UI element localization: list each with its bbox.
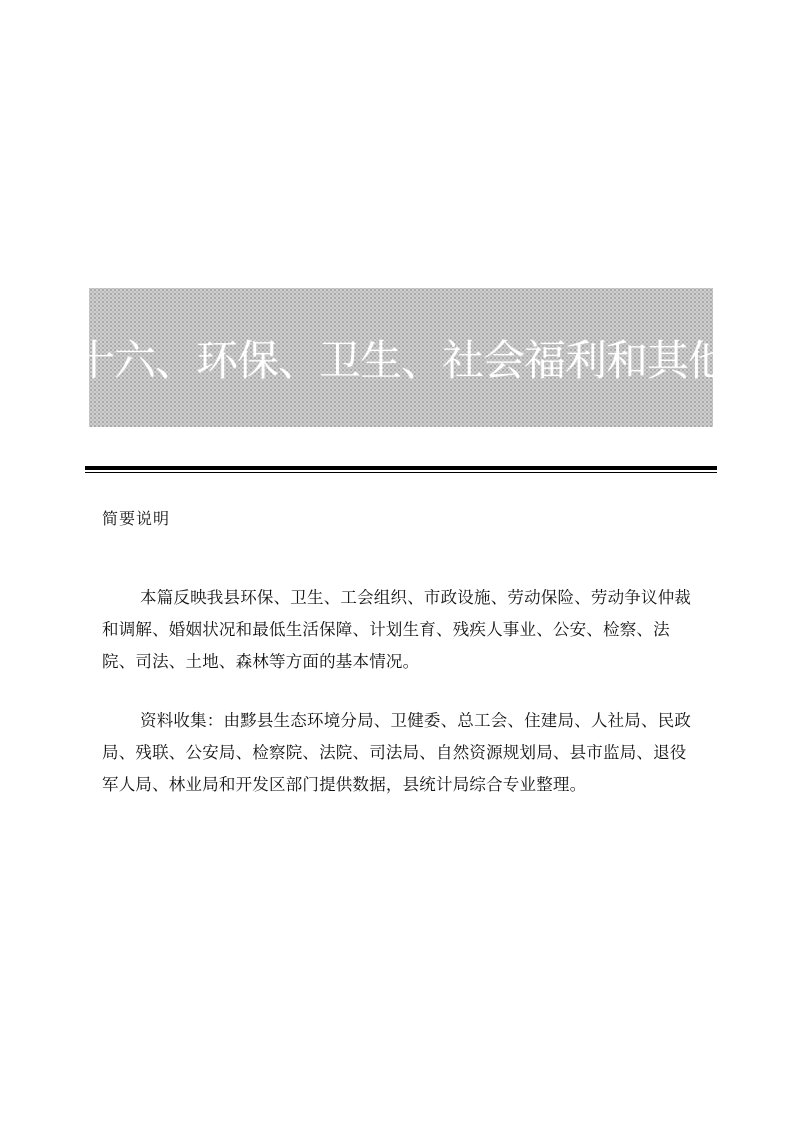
section-heading: 简要说明 (102, 509, 171, 528)
chapter-title-banner (73, 288, 730, 427)
paragraph-scope: 本篇反映我县环保、卫生、工会组织、市政设施、劳动保险、劳动争议仲裁和调解、婚姻状况和最低生活保障、计划生育、残疾人事业、公安、检察、法院、司法、土地、森林等方面的基本情况。 (102, 588, 692, 671)
divider-thin (85, 472, 717, 473)
divider-thick (85, 466, 717, 470)
chapter-title: 十六、环保、卫生、社会福利和其他 (73, 335, 730, 385)
paragraph-sources: 资料收集：由黟县生态环境分局、卫健委、总工会、住建局、人社局、民政局、残联、公安局、检察院、法院、司法局、自然资源规划局、县市监局、退役军人局、林业局和开发区部门提供数据，县统计局综合专业整理。 (102, 711, 692, 794)
